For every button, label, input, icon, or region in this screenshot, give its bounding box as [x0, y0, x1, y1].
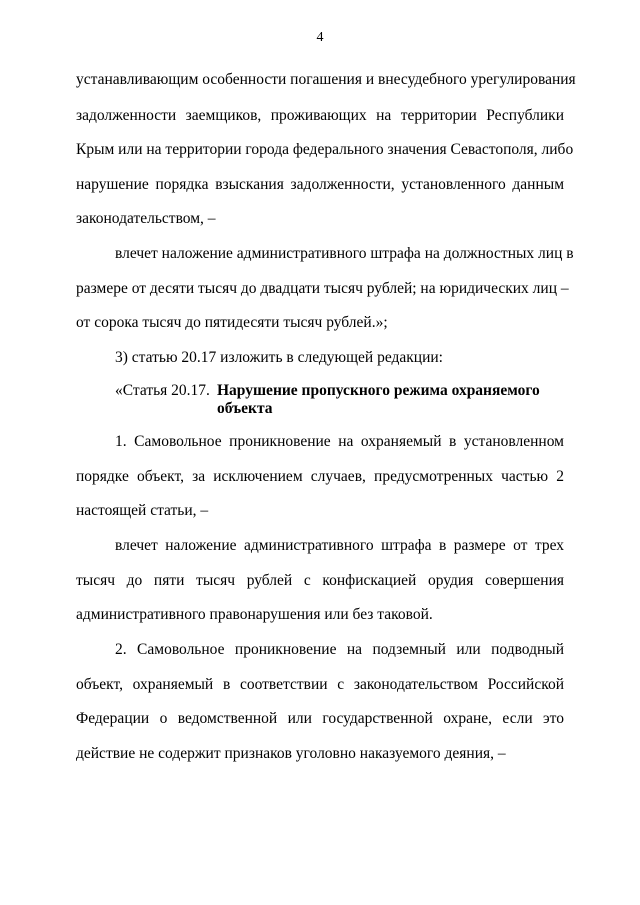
text-line: 3) статью 20.17 изложить в следующей редакции:: [115, 349, 443, 366]
text-line: от сорока тысяч до пятидесяти тысяч рублей.»;: [76, 314, 388, 331]
article-heading-prefix: «Статья 20.17.: [115, 382, 210, 399]
text-line: объект, охраняемый в соответствии с законодательством Российской: [76, 676, 564, 693]
text-line: порядке объект, за исключением случаев, предусмотренных частью 2: [76, 468, 564, 485]
article-heading-title-line: Нарушение пропускного режима охраняемого: [217, 382, 540, 399]
page-number: 4: [316, 30, 324, 45]
article-heading-title-line: объекта: [217, 400, 273, 417]
text-line: 2. Самовольное проникновение на подземный или подводный: [115, 641, 564, 658]
text-line: устанавливающим особенности погашения и внесудебного урегулирования: [76, 71, 576, 88]
text-line: законодательством, –: [76, 210, 216, 227]
text-line: настоящей статьи, –: [76, 502, 209, 519]
text-line: нарушение порядка взыскания задолженности, установленного данным: [76, 176, 564, 193]
article-heading-title: [217, 382, 567, 418]
text-line: 1. Самовольное проникновение на охраняемый в установленном: [115, 433, 564, 450]
text-line: действие не содержит признаков уголовно наказуемого деяния, –: [76, 745, 506, 762]
text-line: влечет наложение административного штрафа в размере от трех: [115, 537, 564, 554]
text-line: влечет наложение административного штрафа на должностных лиц в: [115, 245, 574, 262]
text-line: размере от десяти тысяч до двадцати тысяч рублей; на юридических лиц –: [76, 280, 569, 297]
text-line: задолженности заемщиков, проживающих на территории Республики: [76, 107, 564, 124]
text-line: Крым или на территории города федерального значения Севастополя, либо: [76, 141, 574, 158]
text-line: Федерации о ведомственной или государственной охране, если это: [76, 710, 564, 727]
text-line: тысяч до пяти тысяч рублей с конфискацией орудия совершения: [76, 572, 564, 589]
text-line: административного правонарушения или без таковой.: [76, 606, 433, 623]
